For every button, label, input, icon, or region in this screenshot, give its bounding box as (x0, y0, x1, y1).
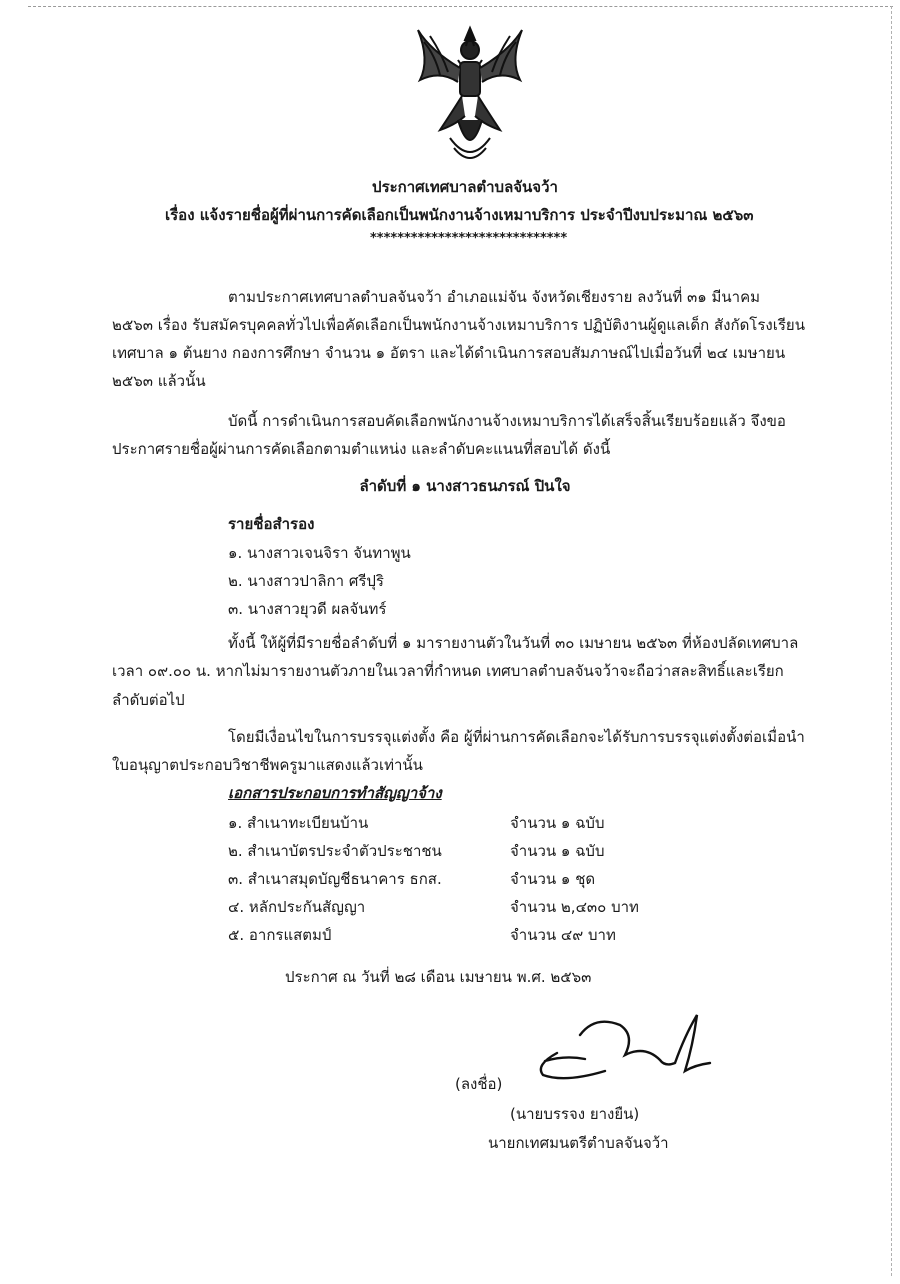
handwritten-signature (525, 1005, 715, 1085)
reserve-item: ๑. นางสาวเจนจิรา จันทาพูน (228, 544, 411, 562)
header-separator: ***************************** (370, 231, 568, 246)
top-border (28, 6, 893, 7)
document-item-name: ๔. หลักประกันสัญญา (228, 898, 366, 916)
documents-title: เอกสารประกอบการทำสัญญาจ้าง (228, 784, 442, 802)
header-subject: เรื่อง แจ้งรายชื่อผู้ที่ผ่านการคัดเลือกเป็นพนักงานจ้างเหมาบริการ ประจำปีงบประมาณ ๒๕๖๓ (165, 206, 754, 224)
paragraph-4-line-2: ใบอนุญาตประกอบวิชาชีพครูมาแสดงแล้วเท่านั้น (112, 756, 423, 774)
rank-1-selected: ลำดับที่ ๑ นางสาวธนภรณ์ ปินใจ (359, 477, 571, 495)
document-item-qty: จำนวน ๒,๔๓๐ บาท (510, 898, 639, 916)
garuda-emblem-icon (410, 20, 530, 168)
paragraph-1-line-4: ๒๕๖๓ แล้วนั้น (112, 372, 206, 390)
paragraph-1-line-3: เทศบาล ๑ ต้นยาง กองการศึกษา จำนวน ๑ อัตรา และได้ดำเนินการสอบสัมภาษณ์ไปเมื่อวันที่ ๒๔ เมษายน (112, 344, 786, 362)
document-item-qty: จำนวน ๑ ฉบับ (510, 814, 605, 832)
document-item-qty: จำนวน ๑ ชุด (510, 870, 596, 888)
document-item-qty: จำนวน ๑ ฉบับ (510, 842, 605, 860)
signer-name: (นายบรรจง ยางยืน) (510, 1105, 640, 1123)
announcement-date: ประกาศ ณ วันที่ ๒๘ เดือน เมษายน พ.ศ. ๒๕๖๓ (285, 968, 592, 986)
signer-position: นายกเทศมนตรีตำบลจันจว้า (488, 1134, 669, 1152)
paragraph-1-line-1: ตามประกาศเทศบาลตำบลจันจว้า อำเภอแม่จัน จังหวัดเชียงราย ลงวันที่ ๓๑ มีนาคม (228, 288, 761, 306)
paragraph-1-line-2: ๒๕๖๓ เรื่อง รับสมัครบุคคลทั่วไปเพื่อคัดเลือกเป็นพนักงานจ้างเหมาบริการ ปฏิบัติงานผู้ดูแลเด็ก สังกัดโรงเรียน (112, 316, 805, 334)
paragraph-3-line-1: ทั้งนี้ ให้ผู้ที่มีรายชื่อลำดับที่ ๑ มารายงานตัวในวันที่ ๓๐ เมษายน ๒๕๖๓ ที่ห้องปลัดเทศบาล (228, 634, 799, 652)
sign-label: (ลงชื่อ) (455, 1075, 503, 1093)
paragraph-2-line-2: ประกาศรายชื่อผู้ผ่านการคัดเลือกตามตำแหน่ง และลำดับคะแนนที่สอบได้ ดังนี้ (112, 440, 611, 458)
document-item-qty: จำนวน ๔๙ บาท (510, 926, 616, 944)
document-item-name: ๑. สำเนาทะเบียนบ้าน (228, 814, 369, 832)
paragraph-3-line-3: ลำดับต่อไป (112, 691, 185, 709)
reserve-list-title: รายชื่อสำรอง (228, 515, 315, 533)
reserve-item: ๒. นางสาวปาลิกา ศรีปุริ (228, 572, 384, 590)
paragraph-4-line-1: โดยมีเงื่อนไขในการบรรจุแต่งตั้ง คือ ผู้ที่ผ่านการคัดเลือกจะได้รับการบรรจุแต่งตั้งต่อเมื่อนำ (228, 728, 805, 746)
document-item-name: ๓. สำเนาสมุดบัญชีธนาคาร ธกส. (228, 870, 442, 888)
paragraph-3-line-2: เวลา ๐๙.๐๐ น. หากไม่มารายงานตัวภายในเวลาที่กำหนด เทศบาลตำบลจันจว้าจะถือว่าสละสิทธิ์และเรียก (112, 662, 784, 680)
reserve-item: ๓. นางสาวยุวดี ผลจันทร์ (228, 600, 387, 618)
document-item-name: ๒. สำเนาบัตรประจำตัวประชาชน (228, 842, 442, 860)
paragraph-2-line-1: บัดนี้ การดำเนินการสอบคัดเลือกพนักงานจ้างเหมาบริการได้เสร็จสิ้นเรียบร้อยแล้ว จึงขอ (228, 412, 786, 430)
header-org: ประกาศเทศบาลตำบลจันจว้า (372, 178, 558, 196)
document-item-name: ๕. อากรแสตมป์ (228, 926, 332, 944)
